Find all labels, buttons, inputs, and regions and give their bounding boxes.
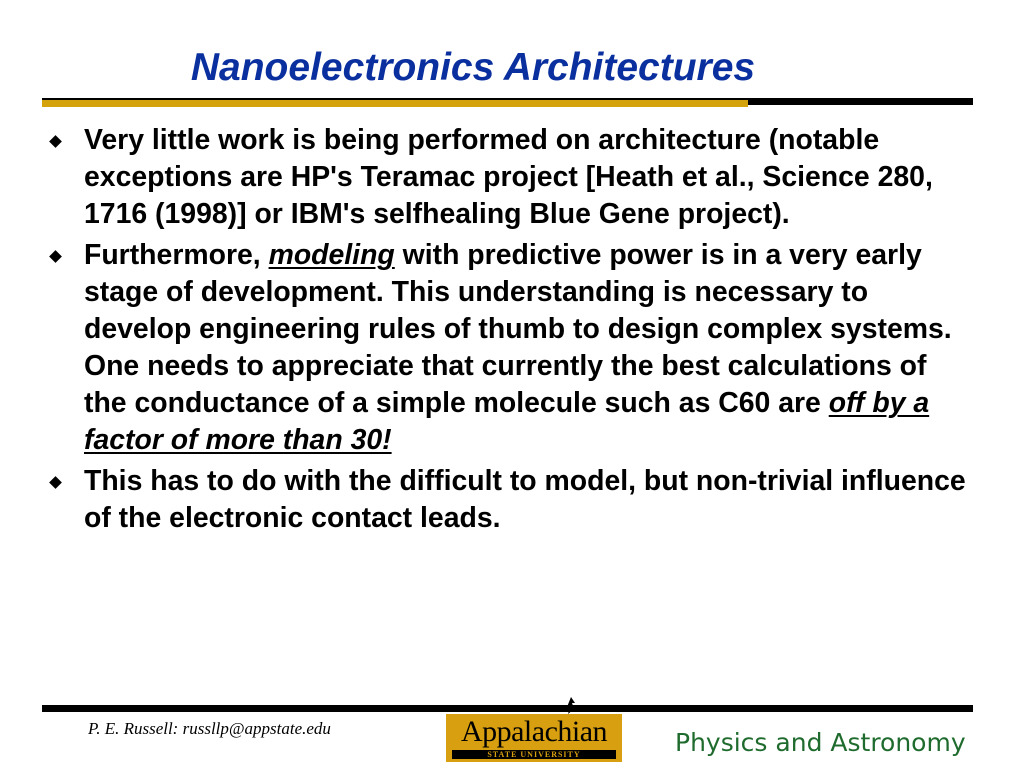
footer-author: P. E. Russell: russllp@appstate.edu — [88, 719, 331, 738]
bullet-list — [48, 122, 973, 541]
diamond-bullet-icon — [49, 135, 62, 148]
department-name: Physics and Astronomy — [675, 728, 966, 757]
university-logo — [446, 714, 622, 762]
logo-name: Appalachian — [460, 715, 608, 748]
diamond-bullet-icon — [49, 250, 62, 263]
bullet-item — [48, 463, 973, 537]
slide-title: Nanoelectronics Architectures — [190, 46, 756, 89]
bullet-text: Furthermore, — [84, 239, 269, 271]
bullet-text: Very little work is being performed on architecture (notable exceptions are HP's Teramac project [Heath et al., Science 280, 1716 (1998)] or IBM's selfhealing Blue Gene project). — [84, 124, 933, 230]
bullet-emphasis: off by a factor of more than 30! — [84, 387, 930, 456]
footer-rule — [42, 705, 973, 712]
bullet-item — [48, 122, 973, 233]
bullet-item — [48, 237, 973, 459]
mountain-mark-icon — [566, 697, 576, 714]
bullet-text: with predictive power is in a very early stage of development. This understanding is necessary to develop engineering rules of thumb to design complex systems. One needs to appreciate that currently the best calculations of the conductance of a simple molecule such as C60 are — [84, 239, 952, 419]
diamond-bullet-icon — [49, 476, 62, 489]
bullet-text: This has to do with the difficult to model, but non-trivial influence of the electronic contact leads. — [84, 465, 966, 534]
bullet-emphasis: modeling — [268, 239, 395, 271]
title-rule-gold — [42, 100, 748, 107]
logo-subtitle: STATE UNIVERSITY — [487, 750, 581, 759]
